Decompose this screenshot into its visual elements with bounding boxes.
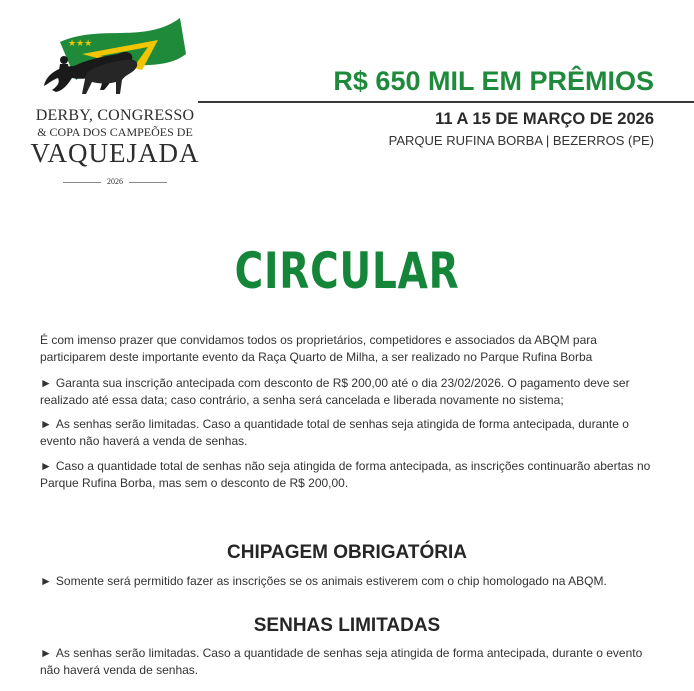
bullet-arrow-icon: ► xyxy=(40,459,52,473)
logo-line-1: DERBY, CONGRESSO xyxy=(35,107,195,124)
bullet-item: ► As senhas serão limitadas. Caso a quantidade de senhas seja atingida de forma antecipada, durante o evento não haverá venda de senhas. xyxy=(40,646,643,677)
section-heading-senhas: SENHAS LIMITADAS xyxy=(253,615,441,636)
event-venue: PARQUE RUFINA BORBA | BEZERROS (PE) xyxy=(388,133,654,148)
svg-text:★★★: ★★★ xyxy=(68,38,93,48)
prize-heading: R$ 650 MIL EM PRÊMIOS xyxy=(333,66,654,96)
flag-horse-emblem-icon xyxy=(30,14,200,114)
bullet-item: ► Caso a quantidade total de senhas não seja atingida de forma antecipada, as inscrições continuarão abertas no Parque Rufina Borba, mas sem o desconto de R$ 200,00. xyxy=(40,459,651,490)
bullet-arrow-icon: ► xyxy=(40,574,52,588)
bullet-arrow-icon: ► xyxy=(40,646,52,660)
logo-year: 2026 xyxy=(30,177,200,186)
logo-line-3: VAQUEJADA xyxy=(30,138,200,168)
logo-line-2: & COPA DOS CAMPEÕES DE xyxy=(37,125,193,139)
intro-paragraph: É com imenso prazer que convidamos todos os proprietários, competidores e associados da ABQM para participarem deste importante evento da Raça Quarto de Milha, a ser realizado no Parque Rufina Borba xyxy=(40,333,597,364)
bullet-arrow-icon: ► xyxy=(40,417,52,431)
page-title: CIRCULAR xyxy=(234,242,460,300)
event-dates: 11 A 15 DE MARÇO DE 2026 xyxy=(435,110,654,128)
bullet-item: ► As senhas serão limitadas. Caso a quantidade total de senhas seja atingida de forma antecipada, durante o evento não haverá a venda de senhas. xyxy=(40,417,629,448)
bullet-item: ► Somente será permitido fazer as inscrições se os animais estiverem com o chip homologado na ABQM. xyxy=(40,574,607,588)
bullet-item: ► Garanta sua inscrição antecipada com desconto de R$ 200,00 até o dia 23/02/2026. O pagamento deve ser realizado até essa data; caso contrário, a senha será cancelada e liberada novamente no sistema; xyxy=(40,376,630,407)
bullet-arrow-icon: ► xyxy=(40,376,52,390)
section-heading-chipagem: CHIPAGEM OBRIGATÓRIA xyxy=(227,542,467,563)
event-logo xyxy=(30,14,200,184)
header-divider xyxy=(198,101,694,103)
